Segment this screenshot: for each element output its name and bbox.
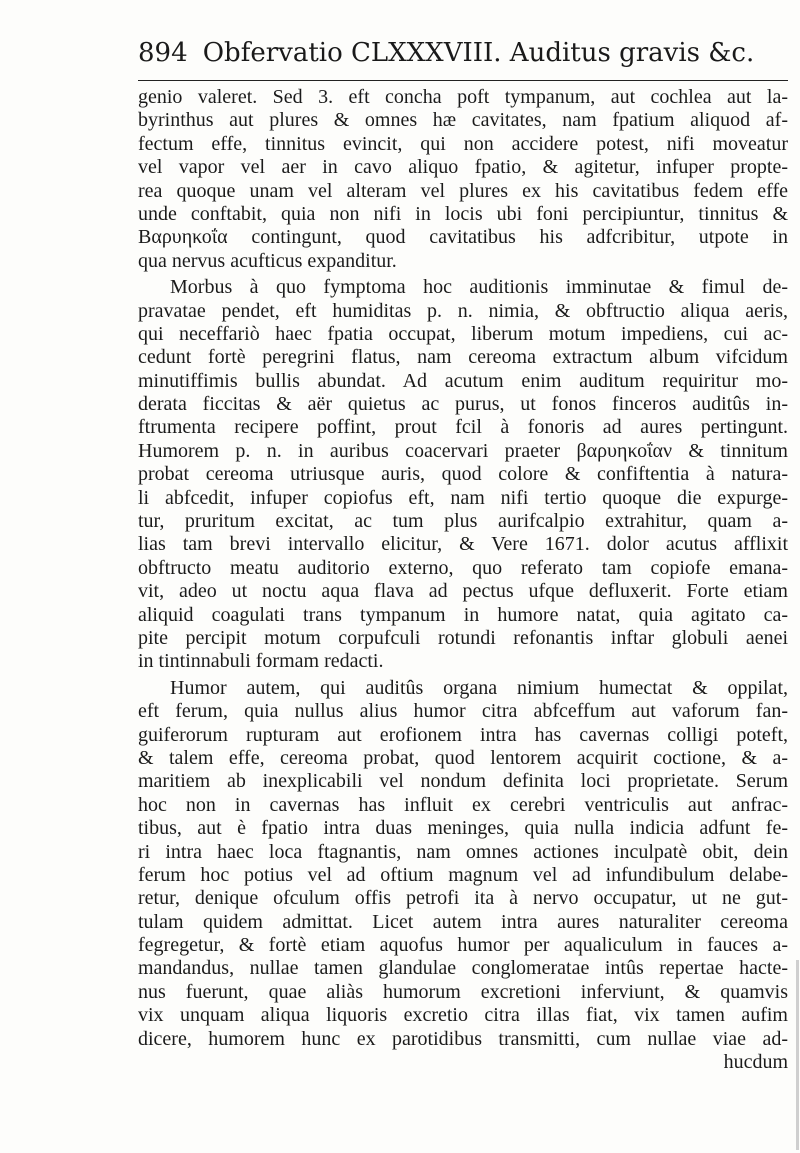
text-line: pravatae pendet, eft humiditas p. n. nimia, & obftructio aliqua aeris, xyxy=(138,299,788,322)
text-line: ftrumenta recipere poffint, prout fcil à fonoris ad aures pertingunt. xyxy=(138,416,788,439)
text-line: minutiffimis bullis abundat. Ad acutum enim auditum requiritur mo- xyxy=(138,369,788,392)
text-line: ri intra haec loca ftagnantis, nam omnes actiones inculpatè obit, dein xyxy=(138,840,788,863)
page-number: 894 xyxy=(138,38,188,68)
text-line: qua nervus acufticus expanditur. xyxy=(138,249,397,272)
running-header xyxy=(138,38,788,78)
text-line: obftructo meatu auditorio externo, quo referato tam copiofe emana- xyxy=(138,556,788,579)
text-line: Βαρυηκοΐα contingunt, quod cavitatibus his adfcribitur, utpote in xyxy=(138,226,788,249)
text-line: qui neceffariò haec fpatia occupat, liberum motum impediens, cui ac- xyxy=(138,322,788,345)
text-line: nus fuerunt, quae aliàs humorum excretioni inferviunt, & quamvis xyxy=(138,980,788,1003)
text-line: fectum effe, tinnitus evincit, qui non accidere potest, nifi moveatur xyxy=(138,132,788,155)
text-line: dicere, humorem hunc ex parotidibus transmitti, cum nullae viae ad- xyxy=(138,1027,788,1050)
text-line: lias tam brevi intervallo elicitur, & Vere 1671. dolor acutus afflixit xyxy=(138,533,788,556)
text-line: ferum hoc potius vel ad oftium magnum vel ad infundibulum delabe- xyxy=(138,863,788,886)
text-line: li abfcedit, infuper copiofus eft, nam nifi tertio quoque die expurge- xyxy=(138,486,788,509)
text-line: in tintinnabuli formam redacti. xyxy=(138,650,384,673)
page-edge-shadow xyxy=(796,960,799,1150)
text-line: byrinthus aut plures & omnes hæ cavitates, nam fpatium aliquod af- xyxy=(138,109,788,132)
running-title: Obfervatio CLXXXVIII. Auditus gravis &c. xyxy=(202,38,755,68)
text-line: hoc non in cavernas has influit ex cerebri ventriculis aut anfrac- xyxy=(138,793,788,816)
text-line: & talem effe, cereoma probat, quod lentorem acquirit coctione, & a- xyxy=(138,746,788,769)
header-rule xyxy=(138,80,788,81)
text-line: aliquid coagulati trans tympanum in humore natat, quia agitato ca- xyxy=(138,603,788,626)
text-line: tibus, aut è fpatio intra duas meninges, quia nulla indicia adfunt fe- xyxy=(138,817,788,840)
text-line: mandandus, nullae tamen glandulae conglomeratae intûs repertae hacte- xyxy=(138,957,788,980)
body-text xyxy=(138,86,788,1074)
text-line: eft ferum, quia nullus alius humor citra abfceffum aut vaforum fan- xyxy=(138,700,788,723)
text-line: retur, denique ofculum offis petrofi ita à nervo occupatur, ut ne gut- xyxy=(138,887,788,910)
text-line: rea quoque unam vel alteram vel plures ex his cavitatibus fedem effe xyxy=(138,179,788,202)
text-line: vit, adeo ut noctu aqua flava ad pectus ufque defluxerit. Forte etiam xyxy=(138,580,788,603)
text-line: Morbus à quo fymptoma hoc auditionis imminutae & fimul de- xyxy=(170,276,788,299)
text-line: pite percipit motum corpufculi rotundi refonantis inftar globuli aenei xyxy=(138,626,788,649)
text-line: tulam quidem admittat. Licet autem intra aures naturaliter cereoma xyxy=(138,910,788,933)
text-line: tur, pruritum excitat, ac tum plus aurifcalpio extrahitur, quam a- xyxy=(138,510,788,533)
text-line: guiferorum rupturam aut erofionem intra has cavernas colligi poteft, xyxy=(138,723,788,746)
text-line: vel vapor vel aer in cavo aliquo fpatio, & agitetur, infuper propte- xyxy=(138,156,788,179)
text-line: Humorem p. n. in auribus coacervari praeter βαρυηκοΐαν & tinnitum xyxy=(138,439,788,462)
catchword: hucdum xyxy=(723,1051,788,1074)
text-line: probat cereoma utriusque auris, quod colore & confiftentia à natura- xyxy=(138,463,788,486)
text-line: Humor autem, qui auditûs organa nimium humectat & oppilat, xyxy=(170,676,788,699)
text-line: vix unquam aliqua liquoris excretio citra illas fiat, vix tamen aufim xyxy=(138,1004,788,1027)
text-line: cedunt fortè peregrini flatus, nam cereoma extractum album vifcidum xyxy=(138,346,788,369)
text-line: genio valeret. Sed 3. eft concha poft tympanum, aut cochlea aut la- xyxy=(138,86,788,108)
text-line: fegregetur, & fortè etiam aquofus humor per aqualiculum in fauces a- xyxy=(138,934,788,957)
text-line: derata ficcitas & aër quietus ac purus, ut fonos finceros auditûs in- xyxy=(138,393,788,416)
text-line: unde conftabit, quia non nifi in locis ubi foni percipiuntur, tinnitus & xyxy=(138,202,788,225)
text-line: maritiem ab inexplicabili vel nondum definita loci proprietate. Serum xyxy=(138,770,788,793)
